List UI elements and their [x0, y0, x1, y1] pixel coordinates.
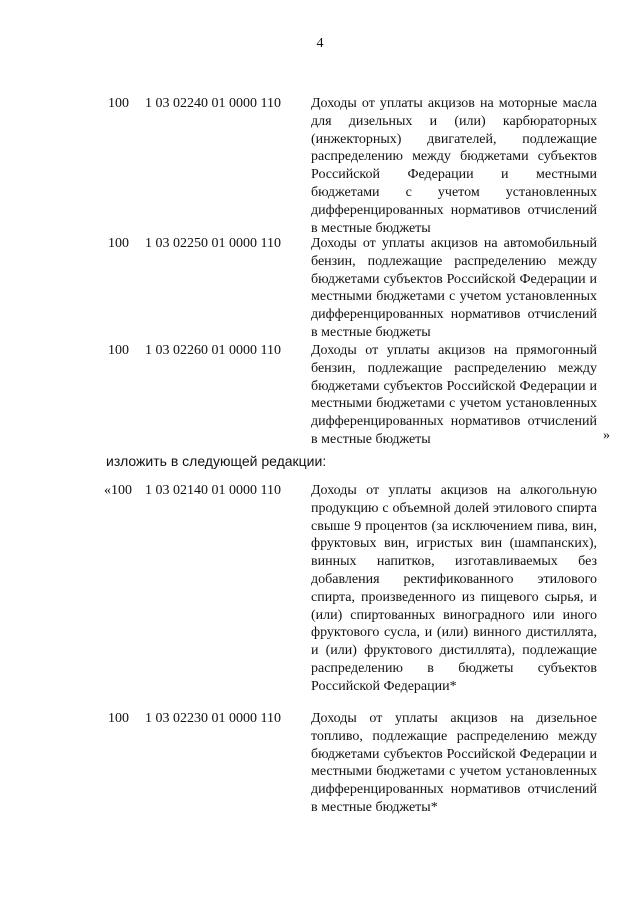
budget-classification-code: 1 03 02260 01 0000 110	[145, 343, 281, 358]
amendment-lead-text: изложить в следующей редакции:	[106, 453, 327, 469]
budget-classification-code: 1 03 02240 01 0000 110	[145, 96, 281, 111]
closing-quote: »	[603, 428, 610, 443]
revenue-description: Доходы от уплаты акцизов на моторные масла для дизельных и (или) карбюраторных (инжекторных) двигателей, подлежащие распределению между бюджетами субъектов Российской Федерации и местными бюджетами с учетом установленных дифференцированных нормативов отчислений в местные бюджеты	[311, 96, 597, 236]
budget-classification-code: 1 03 02250 01 0000 110	[145, 236, 281, 251]
budget-classification-code: 1 03 02140 01 0000 110	[145, 483, 281, 498]
revenue-description: Доходы от уплаты акцизов на алкогольную продукцию с объемной долей этилового спирта свыше 9 процентов (за исключением пива, вин, фруктовых вин, игристых вин (шампанских), винных напитков, изготавливаемых без добавления ректификованного этилового спирта, произведенного из пищевого сырья, и (или) спиртованных виноградного или иного фруктового сусла, и (или) винного дистиллята, и (или) фруктового дистиллята), подлежащие распределению в бюджеты субъектов Российской Федерации*	[311, 483, 597, 694]
page-number: 4	[316, 36, 324, 51]
admin-code: 100	[108, 96, 129, 111]
admin-code: 100	[108, 236, 129, 251]
revenue-description: Доходы от уплаты акцизов на автомобильный бензин, подлежащие распределению между бюджетами субъектов Российской Федерации и местными бюджетами с учетом установленных дифференцированных нормативов отчислений в местные бюджеты	[311, 236, 597, 340]
admin-code: 100	[108, 711, 129, 726]
revenue-description: Доходы от уплаты акцизов на прямогонный бензин, подлежащие распределению между бюджетами субъектов Российской Федерации и местными бюджетами с учетом установленных дифференцированных нормативов отчислений в местные бюджеты	[311, 343, 597, 447]
admin-code: «100	[104, 483, 132, 498]
budget-classification-code: 1 03 02230 01 0000 110	[145, 711, 281, 726]
admin-code: 100	[108, 343, 129, 358]
revenue-description: Доходы от уплаты акцизов на дизельное топливо, подлежащие распределению между бюджетами субъектов Российской Федерации и местными бюджетами с учетом установленных дифференцированных нормативов отчислений в местные бюджеты*	[311, 711, 597, 815]
